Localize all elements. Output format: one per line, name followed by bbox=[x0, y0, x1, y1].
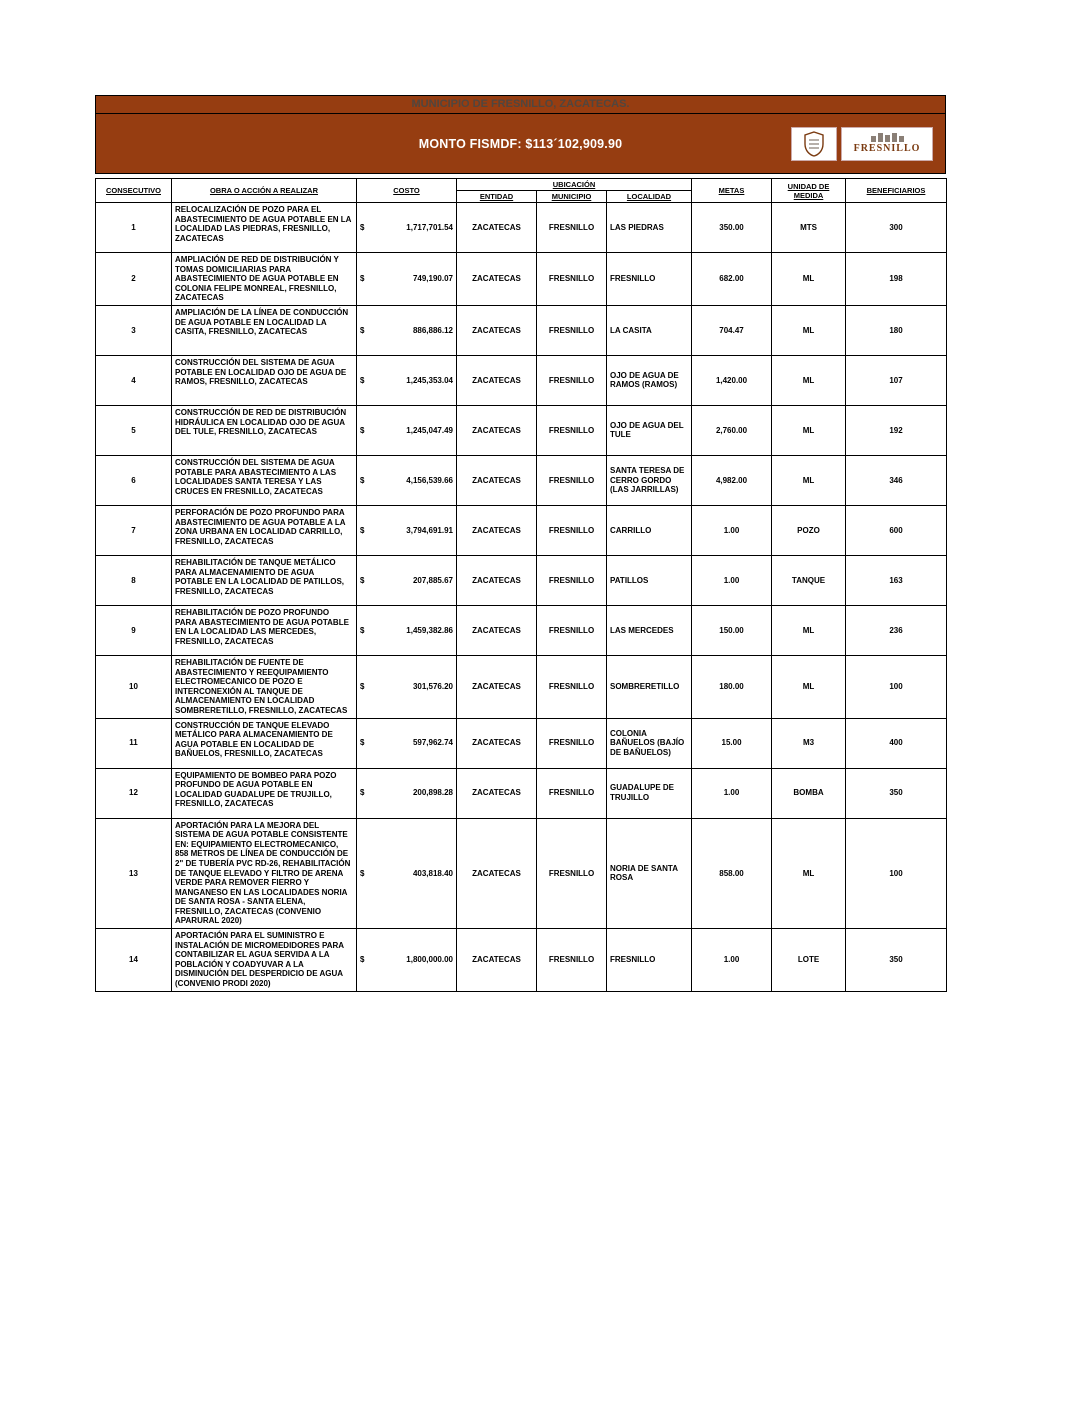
cell-localidad: SOMBRERETILLO bbox=[607, 655, 692, 718]
table-row bbox=[96, 253, 947, 306]
cell-obra: CONSTRUCCIÓN DEL SISTEMA DE AGUA POTABLE PARA ABASTECIMIENTO A LAS LOCALIDADES SANTA TERESA Y LAS CRUCES EN FRESNILLO, ZACATECAS bbox=[172, 455, 357, 505]
cell-beneficiarios: 198 bbox=[846, 253, 947, 306]
cell-costo bbox=[357, 655, 457, 718]
currency-symbol: $ bbox=[360, 274, 365, 284]
cell-metas: 15.00 bbox=[692, 718, 772, 768]
cell-obra: CONSTRUCCIÓN DEL SISTEMA DE AGUA POTABLE EN LOCALIDAD OJO DE AGUA DE RAMOS, FRESNILLO, ZACATECAS bbox=[172, 355, 357, 405]
cell-obra: CONSTRUCCIÓN DE RED DE DISTRIBUCIÓN HIDRÁULICA EN LOCALIDAD OJO DE AGUA DEL TULE, FRESNILLO, ZACATECAS bbox=[172, 405, 357, 455]
cell-obra: REHABILITACIÓN DE TANQUE METÁLICO PARA ALMACENAMIENTO DE AGUA POTABLE EN LA LOCALIDAD DE PATILLOS, FRESNILLO, ZACATECAS bbox=[172, 555, 357, 605]
cell-consecutivo: 9 bbox=[96, 605, 172, 655]
cell-obra: REHABILITACIÓN DE FUENTE DE ABASTECIMIENTO Y REEQUIPAMIENTO ELECTROMECANICO DE POZO E INTERCONEXIÓN AL TANQUE DE ALMACENAMIENTO EN LOCALIDAD SOMBRERETILLO, FRESNILLO, ZACATECAS bbox=[172, 655, 357, 718]
monto-bar bbox=[95, 114, 946, 174]
cell-localidad: PATILLOS bbox=[607, 555, 692, 605]
cell-costo bbox=[357, 203, 457, 253]
cell-costo-value: 1,245,047.49 bbox=[406, 425, 453, 435]
cell-obra: PERFORACIÓN DE POZO PROFUNDO PARA ABASTECIMIENTO DE AGUA POTABLE A LA ZONA URBANA EN LOCALIDAD CARRILLO, FRESNILLO, ZACATECAS bbox=[172, 505, 357, 555]
currency-symbol: $ bbox=[360, 425, 365, 435]
cell-beneficiarios: 300 bbox=[846, 203, 947, 253]
cell-costo bbox=[357, 605, 457, 655]
cell-obra: APORTACIÓN PARA LA MEJORA DEL SISTEMA DE AGUA POTABLE CONSISTENTE EN: EQUIPAMIENTO ELECTROMECANICO, 858 METROS DE LÍNEA DE CONDUCCIÓN DE 2" DE TUBERÍA PVC RD-26, REHABILITACIÓN DE TANQUE ELEVADO Y FILTRO DE ARENA VERDE PARA REMOVER FIERRO Y MANGANESO EN LAS LOCALIDADES NORIA DE SANTA ROSA - SANTA ELENA, FRESNILLO, ZACATECAS (CONVENIO APARURAL 2020) bbox=[172, 818, 357, 929]
cell-costo-value: 403,818.40 bbox=[412, 868, 453, 878]
table-row bbox=[96, 768, 947, 818]
cell-localidad: OJO DE AGUA DE RAMOS (RAMOS) bbox=[607, 355, 692, 405]
cell-municipio: FRESNILLO bbox=[537, 505, 607, 555]
cell-unidad: ML bbox=[772, 605, 846, 655]
cell-consecutivo: 3 bbox=[96, 305, 172, 355]
header-obra: OBRA O ACCIÓN A REALIZAR bbox=[172, 179, 357, 203]
cell-costo-value: 301,576.20 bbox=[412, 681, 453, 691]
cell-beneficiarios: 192 bbox=[846, 405, 947, 455]
cell-obra: EQUIPAMIENTO DE BOMBEO PARA POZO PROFUNDO DE AGUA POTABLE EN LOCALIDAD GUADALUPE DE TRUJILLO, FRESNILLO, ZACATECAS bbox=[172, 768, 357, 818]
cell-entidad: ZACATECAS bbox=[457, 718, 537, 768]
cell-beneficiarios: 107 bbox=[846, 355, 947, 405]
cell-beneficiarios: 180 bbox=[846, 305, 947, 355]
cell-costo-value: 1,245,353.04 bbox=[406, 375, 453, 385]
currency-symbol: $ bbox=[360, 738, 365, 748]
currency-symbol: $ bbox=[360, 575, 365, 585]
monto-label: MONTO FISMDF: $113´102,909.90 bbox=[418, 136, 623, 151]
cell-beneficiarios: 600 bbox=[846, 505, 947, 555]
cell-municipio: FRESNILLO bbox=[537, 818, 607, 929]
cell-unidad: ML bbox=[772, 405, 846, 455]
cell-costo-value: 200,898.28 bbox=[412, 788, 453, 798]
currency-symbol: $ bbox=[360, 525, 365, 535]
cell-metas: 1,420.00 bbox=[692, 355, 772, 405]
cell-municipio: FRESNILLO bbox=[537, 655, 607, 718]
fresnillo-logo-text: FRESNILLO bbox=[853, 143, 921, 154]
cell-unidad: MTS bbox=[772, 203, 846, 253]
table-row bbox=[96, 655, 947, 718]
cell-consecutivo: 11 bbox=[96, 718, 172, 768]
cell-obra: REHABILITACIÓN DE POZO PROFUNDO PARA ABASTECIMIENTO DE AGUA POTABLE EN LA LOCALIDAD LAS MERCEDES, FRESNILLO, ZACATECAS bbox=[172, 605, 357, 655]
cell-metas: 858.00 bbox=[692, 818, 772, 929]
cell-costo bbox=[357, 253, 457, 306]
cell-metas: 704.47 bbox=[692, 305, 772, 355]
cell-entidad: ZACATECAS bbox=[457, 655, 537, 718]
currency-symbol: $ bbox=[360, 222, 365, 232]
cell-municipio: FRESNILLO bbox=[537, 355, 607, 405]
cell-costo bbox=[357, 555, 457, 605]
cell-costo bbox=[357, 355, 457, 405]
cell-localidad: NORIA DE SANTA ROSA bbox=[607, 818, 692, 929]
cell-localidad: LAS MERCEDES bbox=[607, 605, 692, 655]
cell-entidad: ZACATECAS bbox=[457, 768, 537, 818]
cell-beneficiarios: 350 bbox=[846, 929, 947, 992]
cell-consecutivo: 10 bbox=[96, 655, 172, 718]
cell-metas: 350.00 bbox=[692, 203, 772, 253]
cell-obra: APORTACIÓN PARA EL SUMINISTRO E INSTALACIÓN DE MICROMEDIDORES PARA CONTABILIZAR EL AGUA SERVIDA A LA POBLACIÓN Y COADYUVAR A LA DISMINUCIÓN DEL DESPERDICIO DE AGUA (CONVENIO PRODI 2020) bbox=[172, 929, 357, 992]
header-municipio: MUNICIPIO bbox=[537, 191, 607, 203]
skyline-icon bbox=[871, 133, 904, 142]
currency-symbol: $ bbox=[360, 788, 365, 798]
cell-unidad: M3 bbox=[772, 718, 846, 768]
cell-consecutivo: 8 bbox=[96, 555, 172, 605]
cell-costo-value: 597,962.74 bbox=[412, 738, 453, 748]
cell-unidad: ML bbox=[772, 253, 846, 306]
cell-consecutivo: 6 bbox=[96, 455, 172, 505]
header-ubicacion: UBICACIÓN bbox=[457, 179, 692, 191]
cell-unidad: ML bbox=[772, 455, 846, 505]
cell-localidad: COLONIA BAÑUELOS (BAJÍO DE BAÑUELOS) bbox=[607, 718, 692, 768]
cell-entidad: ZACATECAS bbox=[457, 929, 537, 992]
cell-obra: AMPLIACIÓN DE LA LÍNEA DE CONDUCCIÓN DE AGUA POTABLE EN LOCALIDAD LA CASITA, FRESNILLO, ZACATECAS bbox=[172, 305, 357, 355]
cell-municipio: FRESNILLO bbox=[537, 405, 607, 455]
table-row bbox=[96, 203, 947, 253]
currency-symbol: $ bbox=[360, 375, 365, 385]
cell-metas: 1.00 bbox=[692, 505, 772, 555]
cell-consecutivo: 4 bbox=[96, 355, 172, 405]
header-localidad: LOCALIDAD bbox=[607, 191, 692, 203]
spreadsheet-page bbox=[95, 95, 946, 992]
cell-beneficiarios: 346 bbox=[846, 455, 947, 505]
currency-symbol: $ bbox=[360, 955, 365, 965]
currency-symbol: $ bbox=[360, 325, 365, 335]
cell-localidad: CARRILLO bbox=[607, 505, 692, 555]
cell-costo bbox=[357, 929, 457, 992]
cell-unidad: ML bbox=[772, 655, 846, 718]
fresnillo-logo bbox=[841, 127, 933, 161]
cell-obra: CONSTRUCCIÓN DE TANQUE ELEVADO METÁLICO PARA ALMACENAMIENTO DE AGUA POTABLE EN LOCALIDAD DE BAÑUELOS, FRESNILLO, ZACATECAS bbox=[172, 718, 357, 768]
cell-entidad: ZACATECAS bbox=[457, 253, 537, 306]
cell-municipio: FRESNILLO bbox=[537, 605, 607, 655]
cell-entidad: ZACATECAS bbox=[457, 818, 537, 929]
cell-metas: 2,760.00 bbox=[692, 405, 772, 455]
cell-unidad: LOTE bbox=[772, 929, 846, 992]
cell-entidad: ZACATECAS bbox=[457, 505, 537, 555]
cell-costo-value: 1,459,382.86 bbox=[406, 625, 453, 635]
cell-consecutivo: 13 bbox=[96, 818, 172, 929]
header-consecutivo: CONSECUTIVO bbox=[96, 179, 172, 203]
table-row bbox=[96, 929, 947, 992]
cell-costo-value: 1,717,701.54 bbox=[406, 222, 453, 232]
currency-symbol: $ bbox=[360, 625, 365, 635]
table-row bbox=[96, 555, 947, 605]
cell-beneficiarios: 100 bbox=[846, 818, 947, 929]
cell-unidad: ML bbox=[772, 355, 846, 405]
cell-metas: 1.00 bbox=[692, 555, 772, 605]
cell-municipio: FRESNILLO bbox=[537, 455, 607, 505]
cell-unidad: ML bbox=[772, 818, 846, 929]
cell-municipio: FRESNILLO bbox=[537, 929, 607, 992]
cell-costo-value: 886,886.12 bbox=[412, 325, 453, 335]
cell-metas: 4,982.00 bbox=[692, 455, 772, 505]
cell-costo-value: 4,156,539.66 bbox=[406, 475, 453, 485]
cell-costo bbox=[357, 768, 457, 818]
cell-localidad: SANTA TERESA DE CERRO GORDO (LAS JARRILLAS) bbox=[607, 455, 692, 505]
cell-municipio: FRESNILLO bbox=[537, 718, 607, 768]
cell-obra: RELOCALIZACIÓN DE POZO PARA EL ABASTECIMIENTO DE AGUA POTABLE EN LA LOCALIDAD LAS PIEDRAS, FRESNILLO, ZACATECAS bbox=[172, 203, 357, 253]
cell-localidad: FRESNILLO bbox=[607, 929, 692, 992]
crest-icon bbox=[803, 131, 825, 157]
cell-entidad: ZACATECAS bbox=[457, 405, 537, 455]
table-row bbox=[96, 818, 947, 929]
table-row bbox=[96, 605, 947, 655]
cell-consecutivo: 2 bbox=[96, 253, 172, 306]
table-row bbox=[96, 305, 947, 355]
cell-localidad: GUADALUPE DE TRUJILLO bbox=[607, 768, 692, 818]
cell-localidad: FRESNILLO bbox=[607, 253, 692, 306]
currency-symbol: $ bbox=[360, 681, 365, 691]
cell-municipio: FRESNILLO bbox=[537, 253, 607, 306]
cell-costo-value: 3,794,691.91 bbox=[406, 525, 453, 535]
cell-consecutivo: 5 bbox=[96, 405, 172, 455]
cell-consecutivo: 14 bbox=[96, 929, 172, 992]
cell-costo bbox=[357, 818, 457, 929]
cell-municipio: FRESNILLO bbox=[537, 555, 607, 605]
obras-table bbox=[95, 178, 947, 992]
cell-entidad: ZACATECAS bbox=[457, 455, 537, 505]
cell-costo bbox=[357, 505, 457, 555]
cell-entidad: ZACATECAS bbox=[457, 203, 537, 253]
table-row bbox=[96, 718, 947, 768]
cell-metas: 180.00 bbox=[692, 655, 772, 718]
cell-municipio: FRESNILLO bbox=[537, 768, 607, 818]
cell-unidad: TANQUE bbox=[772, 555, 846, 605]
cell-beneficiarios: 100 bbox=[846, 655, 947, 718]
cell-entidad: ZACATECAS bbox=[457, 555, 537, 605]
currency-symbol: $ bbox=[360, 868, 365, 878]
currency-symbol: $ bbox=[360, 475, 365, 485]
table-body bbox=[96, 203, 947, 992]
municipal-crest-logo bbox=[791, 127, 837, 161]
cell-costo-value: 749,190.07 bbox=[412, 274, 453, 284]
table-row bbox=[96, 355, 947, 405]
header-beneficiarios: BENEFICIARIOS bbox=[846, 179, 947, 203]
cell-localidad: LA CASITA bbox=[607, 305, 692, 355]
table-row bbox=[96, 455, 947, 505]
cell-unidad: BOMBA bbox=[772, 768, 846, 818]
cell-municipio: FRESNILLO bbox=[537, 305, 607, 355]
logo-group bbox=[791, 127, 933, 161]
cell-localidad: OJO DE AGUA DEL TULE bbox=[607, 405, 692, 455]
header-unidad: UNIDAD DE MEDIDA bbox=[772, 179, 846, 203]
cell-costo bbox=[357, 718, 457, 768]
cell-costo-value: 1,800,000.00 bbox=[406, 955, 453, 965]
cell-costo bbox=[357, 455, 457, 505]
page-title: MUNICIPIO DE FRESNILLO, ZACATECAS. bbox=[95, 95, 946, 114]
cell-unidad: POZO bbox=[772, 505, 846, 555]
cell-beneficiarios: 350 bbox=[846, 768, 947, 818]
cell-consecutivo: 7 bbox=[96, 505, 172, 555]
cell-beneficiarios: 236 bbox=[846, 605, 947, 655]
cell-localidad: LAS PIEDRAS bbox=[607, 203, 692, 253]
cell-beneficiarios: 400 bbox=[846, 718, 947, 768]
cell-metas: 1.00 bbox=[692, 768, 772, 818]
cell-costo bbox=[357, 405, 457, 455]
cell-obra: AMPLIACIÓN DE RED DE DISTRIBUCIÓN Y TOMAS DOMICILIARIAS PARA ABASTECIMIENTO DE AGUA POTABLE EN COLONIA FELIPE MONREAL, FRESNILLO, ZACATECAS bbox=[172, 253, 357, 306]
cell-costo bbox=[357, 305, 457, 355]
table-row bbox=[96, 505, 947, 555]
cell-metas: 150.00 bbox=[692, 605, 772, 655]
header-metas: METAS bbox=[692, 179, 772, 203]
header-row-1 bbox=[96, 179, 947, 191]
cell-unidad: ML bbox=[772, 305, 846, 355]
header-costo: COSTO bbox=[357, 179, 457, 203]
cell-consecutivo: 1 bbox=[96, 203, 172, 253]
cell-metas: 682.00 bbox=[692, 253, 772, 306]
cell-metas: 1.00 bbox=[692, 929, 772, 992]
cell-entidad: ZACATECAS bbox=[457, 355, 537, 405]
cell-entidad: ZACATECAS bbox=[457, 605, 537, 655]
cell-beneficiarios: 163 bbox=[846, 555, 947, 605]
cell-municipio: FRESNILLO bbox=[537, 203, 607, 253]
header-entidad: ENTIDAD bbox=[457, 191, 537, 203]
cell-costo-value: 207,885.67 bbox=[412, 575, 453, 585]
cell-consecutivo: 12 bbox=[96, 768, 172, 818]
table-row bbox=[96, 405, 947, 455]
cell-entidad: ZACATECAS bbox=[457, 305, 537, 355]
